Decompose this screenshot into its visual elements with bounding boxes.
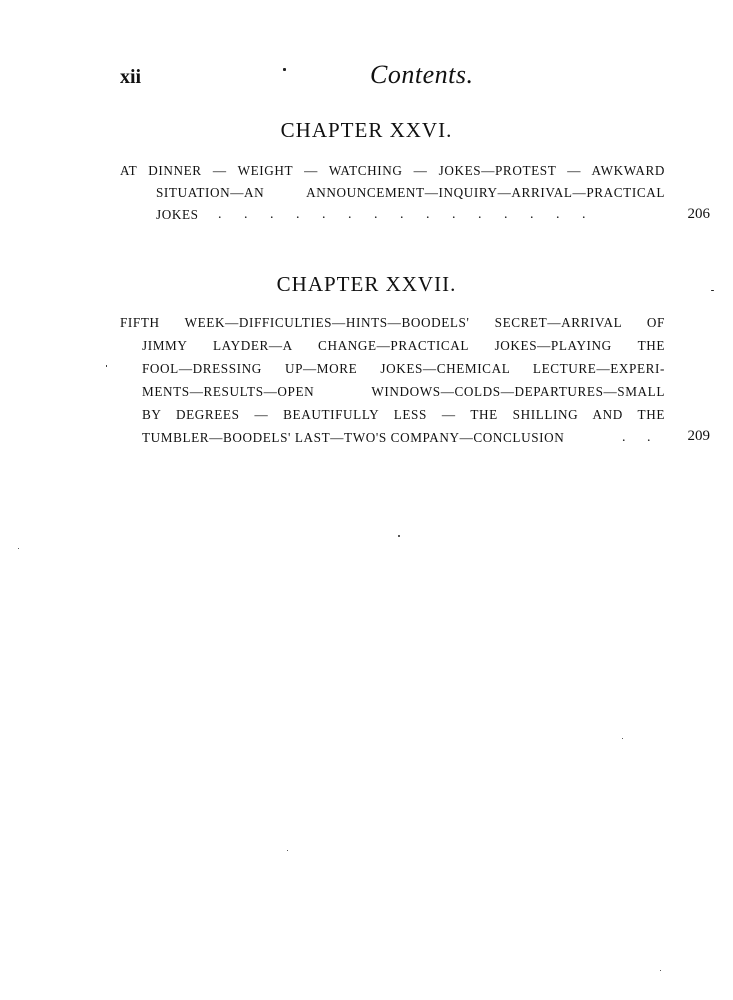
toc-entry-chapter-xxvi — [120, 160, 710, 230]
scan-speck — [18, 548, 19, 549]
toc-entry-line: JOKES — [156, 207, 199, 222]
toc-entry-line: JIMMY LAYDER—A CHANGE—PRACTICAL JOKES—PLAYING THE — [142, 338, 665, 353]
dot-leaders: . . . . . . . . . . . . . . . — [218, 207, 586, 222]
scan-speck — [106, 365, 107, 367]
running-title: Contents. — [370, 60, 474, 89]
scan-speck — [398, 535, 400, 537]
scan-speck — [711, 290, 714, 291]
scan-speck — [287, 850, 288, 851]
scan-speck — [660, 970, 661, 971]
toc-entry-line: TUMBLER—BOODELS' LAST—TWO'S COMPANY—CONCLUSION — [142, 430, 565, 445]
dot-leaders: . . — [622, 430, 651, 445]
toc-entry-chapter-xxvii — [120, 312, 710, 448]
chapter-heading-xxvii: CHAPTER XXVII. — [276, 272, 457, 296]
page-reference: 206 — [687, 206, 710, 222]
page-folio: xii — [120, 66, 142, 88]
page-reference: 209 — [687, 428, 710, 444]
scan-speck — [622, 738, 623, 739]
scan-speck — [283, 68, 286, 71]
chapter-heading-xxvi: CHAPTER XXVI. — [280, 118, 453, 142]
toc-entry-line: AT DINNER — WEIGHT — WATCHING — JOKES—PROTEST — AWKWARD — [120, 163, 665, 178]
toc-entry-line: FIFTH WEEK—DIFFICULTIES—HINTS—BOODELS' SECRET—ARRIVAL OF — [120, 315, 665, 330]
toc-entry-line: MENTS—RESULTS—OPEN WINDOWS—COLDS—DEPARTURES—SMALL — [142, 384, 665, 399]
toc-entry-line: SITUATION—AN ANNOUNCEMENT—INQUIRY—ARRIVAL—PRACTICAL — [156, 185, 665, 200]
toc-entry-line: BY DEGREES — BEAUTIFULLY LESS — THE SHILLING AND THE — [142, 407, 665, 422]
toc-entry-line: FOOL—DRESSING UP—MORE JOKES—CHEMICAL LECTURE—EXPERI- — [142, 361, 665, 376]
running-head — [120, 60, 710, 100]
